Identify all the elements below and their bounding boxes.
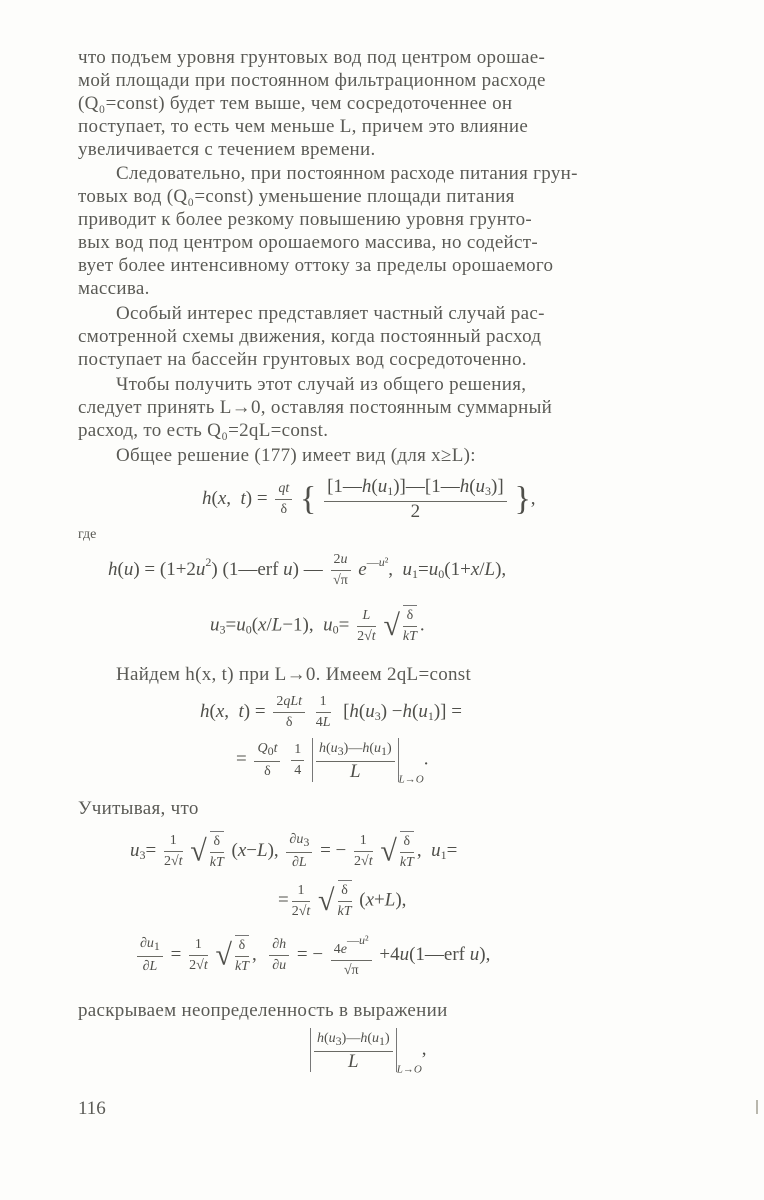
equation: = $\frac{1}{2√t}$ √ $\frac{\delta}{kT}$ (x+L),: [278, 880, 406, 922]
text-line: Найдем h(x, t) при L→0. Имеем 2qL=const: [116, 664, 472, 685]
text-line: смотренной схемы движения, когда постоянный расход: [78, 326, 542, 347]
equation: $h(u) = (1+2u^2)$ (1—erf u) — $\frac{2u}{√\pi}$ $e^{—u^2}$, $u_1=u_0(1+x/L)$,: [108, 552, 507, 588]
text-line: приводит к более резкому повышению уровня грунто-: [78, 209, 533, 230]
equation: $u_3=u_0(x/L-1)$, $u_0=$ $\frac{L}{2√t}$ √ $\frac{\delta}{kT}$ .: [210, 605, 425, 647]
text-line: расход, то есть Q₀=2qL=const.: [78, 420, 329, 441]
text-line: Чтобы получить этот случай из общего решения,: [116, 374, 527, 395]
text-line: увеличивается с течением времени.: [78, 139, 376, 160]
equation: h(x, t) = $\frac{qt}{\delta}$ { $\frac{[1—h(u_1)]—[1—h(u_3)]}{2}$ },: [202, 476, 536, 522]
text-line: Учитывая, что: [78, 798, 199, 819]
text-line: Общее решение (177) имеет вид (для x≥L):: [116, 445, 476, 466]
text-line: что подъем уровня грунтовых вод под центром орошае-: [78, 47, 546, 68]
text-line: поступает, то есть чем меньше L, причем это влияние: [78, 116, 529, 137]
text-line: раскрываем неопределенность в выражении: [78, 1000, 448, 1021]
text-line: следует принять L→0, оставляя постоянным суммарный: [78, 397, 553, 418]
text-line: Особый интерес представляет частный случай рас-: [116, 303, 545, 324]
text-line: массива.: [78, 278, 150, 299]
margin-mark: [756, 1100, 758, 1114]
text-line: Следовательно, при постоянном расходе питания грун-: [116, 163, 578, 184]
text-line: (Q₀=const) будет тем выше, чем сосредоточеннее он: [78, 93, 513, 114]
text-line: где: [78, 527, 97, 542]
text-line: товых вод (Q₀=const) уменьшение площади питания: [78, 186, 515, 207]
equation: $\frac{h(u3)—h(u1)}{L}$ $_{L\to O}$,: [310, 1028, 427, 1075]
equation: = $\frac{Q0t}{\delta}$ $\frac{1}{4}$ $\frac{h(u3)—h(u1)}{L}$ $_{L\to O}$.: [236, 738, 429, 785]
equation: $u_3=$ $\frac{1}{2√t}$ √ $\frac{\delta}{kT}$ (x−L), $\frac{\partial u3}{\partial L}$ = − $\frac{1}{2√t}$ √ $\frac{\delta}{kT}$ , $u_1=$: [130, 830, 457, 873]
text-line: поступает на бассейн грунтовых вод сосредоточенно.: [78, 349, 527, 370]
page-number: 116: [78, 1098, 106, 1119]
text-line: вых вод под центром орошаемого массива, но содейст-: [78, 232, 538, 253]
equation: h(x, t) = $\frac{\text{2qLt}}{\delta}$ $\frac{1}{4L}$ $[h(u_3) -h(u_1)]$ =: [200, 694, 462, 730]
text-line: мой площади при постоянном фильтрационном расходе: [78, 70, 546, 91]
text-line: вует более интенсивному оттоку за пределы орошаемого: [78, 255, 554, 276]
equation: $\frac{\partial u1}{\partial L}$ = $\frac{1}{2√t}$ √ $\frac{\delta}{kT}$ , $\frac{\partial h}{\partial u}$ = − $\frac{\text{4e—u²}}{√\pi}$ +4u(1—erf u),: [134, 930, 490, 981]
